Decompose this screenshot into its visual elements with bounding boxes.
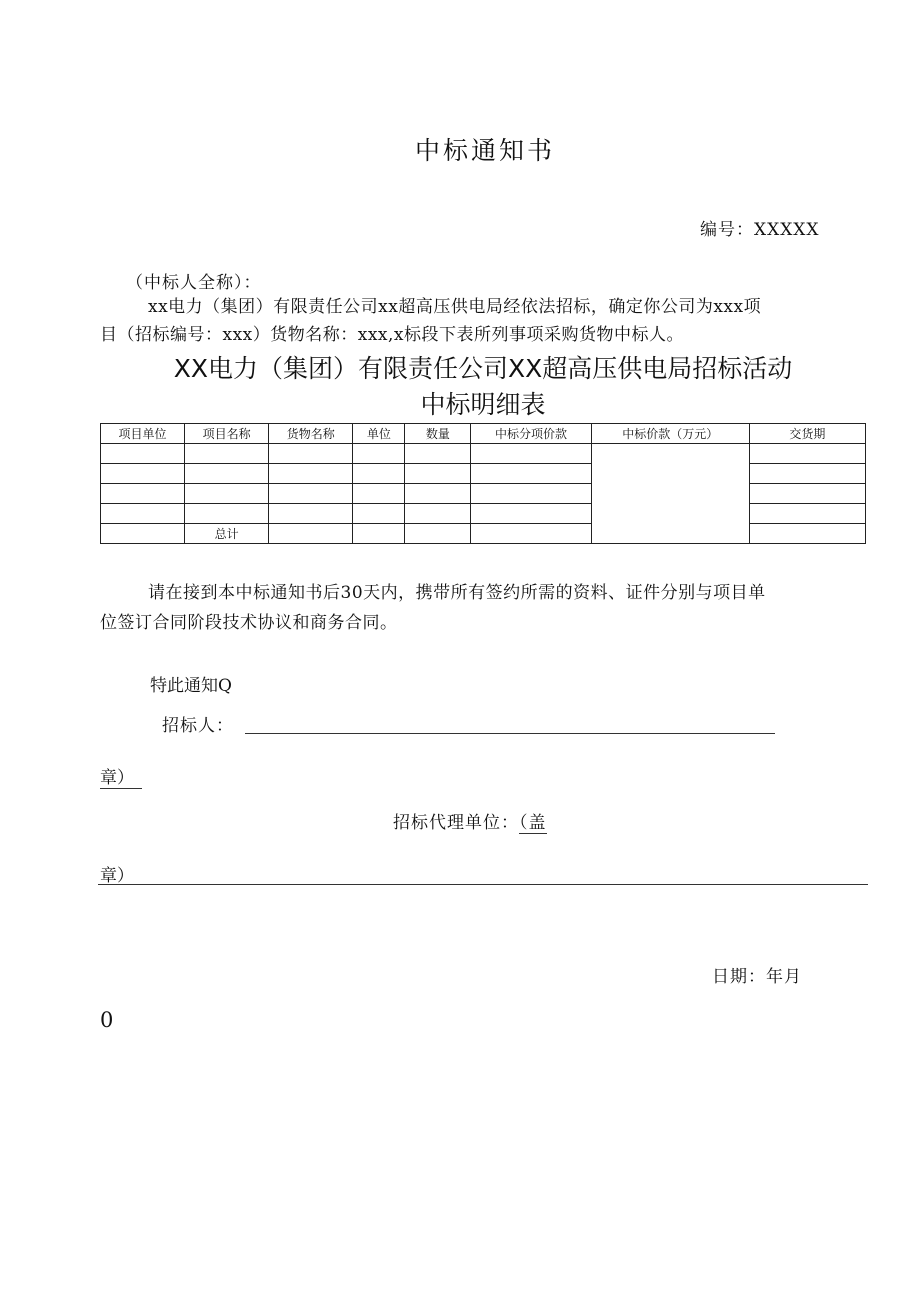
stray-mark: 0 — [100, 1008, 114, 1032]
award-detail-table — [100, 423, 866, 544]
table-row — [101, 464, 866, 484]
table-cell — [353, 484, 405, 504]
table-cell — [353, 464, 405, 484]
table-cell — [471, 444, 591, 464]
header-unit: 单位 — [353, 424, 405, 444]
agent-seal-suffix: 章） — [100, 866, 134, 886]
header-goods-name: 货物名称 — [269, 424, 353, 444]
table-cell — [405, 484, 471, 504]
table-cell — [269, 484, 353, 504]
tenderer-label: 招标人： — [162, 716, 234, 736]
closing-line-1: 请在接到本中标通知书后30天内，携带所有签约所需的资料、证件分别与项目单 — [148, 583, 766, 603]
date-field: 日期：年月 — [712, 967, 802, 987]
table-heading-title: 中标明细表 — [420, 390, 546, 419]
header-project-unit: 项目单位 — [101, 424, 185, 444]
table-cell — [471, 524, 591, 544]
addressee: （中标人全称）： — [126, 273, 262, 293]
table-cell — [101, 464, 185, 484]
table-cell — [101, 524, 185, 544]
agent-signature-line — [98, 884, 868, 885]
table-row — [101, 444, 866, 464]
table-cell — [749, 464, 865, 484]
table-cell — [353, 504, 405, 524]
table-row — [101, 504, 866, 524]
table-cell — [471, 484, 591, 504]
table-cell — [269, 464, 353, 484]
table-heading-org: XX电力（集团）有限责任公司XX超高压供电局招标活动 — [173, 354, 793, 383]
tenderer-signature-line — [245, 733, 775, 734]
total-label-cell: 总计 — [185, 524, 269, 544]
table-cell — [749, 444, 865, 464]
table-cell — [353, 524, 405, 544]
table-cell — [185, 504, 269, 524]
closing-line-2: 位签订合同阶段技术协议和商务合同。 — [100, 613, 398, 633]
header-item-price: 中标分项价款 — [471, 424, 591, 444]
reference-number: 编号：XXXXX — [700, 220, 820, 240]
notice-text: 特此通知Q — [150, 676, 232, 696]
intro-paragraph — [100, 293, 870, 349]
table-cell — [749, 484, 865, 504]
table-cell — [405, 444, 471, 464]
header-award-price: 中标价款（万元） — [591, 424, 749, 444]
agent-label: 招标代理单位： — [393, 813, 519, 833]
table-cell — [185, 464, 269, 484]
agent-line — [393, 808, 547, 833]
table-cell — [405, 524, 471, 544]
table-cell — [101, 444, 185, 464]
table-total-row — [101, 524, 866, 544]
tenderer-seal-suffix: 章） — [100, 763, 142, 789]
table-cell — [269, 504, 353, 524]
table-cell — [269, 524, 353, 544]
award-price-merged-cell — [591, 444, 749, 544]
intro-line-1: xx电力（集团）有限责任公司xx超高压供电局经依法招标，确定你公司为xxx项 — [148, 297, 762, 317]
table-cell — [749, 504, 865, 524]
table-cell — [471, 464, 591, 484]
header-quantity: 数量 — [405, 424, 471, 444]
table-header-row — [101, 424, 866, 444]
document-title: 中标通知书 — [414, 136, 555, 165]
closing-paragraph — [100, 578, 870, 638]
table-cell — [185, 484, 269, 504]
table-row — [101, 484, 866, 504]
intro-line-2: 目（招标编号：xxx）货物名称：xxx,x标段下表所列事项采购货物中标人。 — [100, 325, 685, 345]
table-cell — [101, 484, 185, 504]
header-project-name: 项目名称 — [185, 424, 269, 444]
table-cell — [405, 504, 471, 524]
table-cell — [405, 464, 471, 484]
table-cell — [185, 444, 269, 464]
table-cell — [471, 504, 591, 524]
table-cell — [749, 524, 865, 544]
table-cell — [353, 444, 405, 464]
agent-seal: （盖 — [519, 813, 547, 833]
table-cell — [269, 444, 353, 464]
header-delivery-period: 交货期 — [749, 424, 865, 444]
table-cell — [101, 504, 185, 524]
